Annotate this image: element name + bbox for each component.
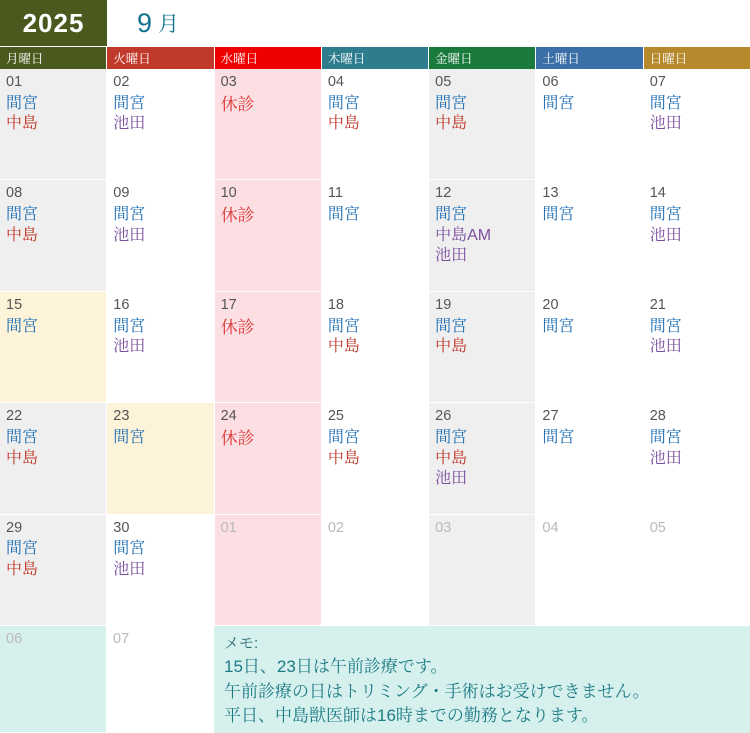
- day-event: 間宮: [327, 317, 360, 335]
- weekday-header-5: 土曜日: [536, 47, 643, 69]
- day-number: 07: [649, 74, 666, 90]
- day-number: 05: [435, 74, 452, 90]
- day-number: 12: [435, 185, 452, 202]
- week-row: [0, 515, 750, 626]
- day-cell[interactable]: [107, 403, 214, 514]
- day-number: 17: [220, 296, 237, 313]
- day-cell[interactable]: [107, 292, 214, 403]
- day-event: 間宮: [327, 94, 360, 112]
- day-event: 間宮: [435, 206, 468, 224]
- day-cell[interactable]: [322, 292, 429, 403]
- day-number: 19: [435, 296, 452, 313]
- day-number: 01: [6, 74, 23, 90]
- day-number: 06: [6, 631, 23, 647]
- week-row: [0, 180, 750, 291]
- day-number: 02: [327, 519, 344, 536]
- month-title: [107, 0, 750, 46]
- day-event: 池田: [649, 449, 682, 467]
- day-event: 休診: [220, 317, 255, 337]
- day-number: 07: [113, 631, 130, 647]
- day-cell[interactable]: [107, 180, 214, 291]
- day-cell[interactable]: [536, 292, 643, 403]
- day-event: 中島: [6, 115, 39, 133]
- day-cell[interactable]: [0, 403, 107, 514]
- day-event: 間宮: [6, 94, 39, 112]
- year-label: 2025: [22, 7, 85, 38]
- day-cell[interactable]: [322, 69, 429, 180]
- day-event: 池田: [113, 226, 146, 244]
- day-event: 間宮: [113, 94, 146, 112]
- day-number: 10: [220, 185, 237, 202]
- day-event: 間宮: [113, 206, 146, 224]
- day-event: 池田: [113, 560, 146, 578]
- day-number: 28: [649, 408, 666, 425]
- day-cell[interactable]: [536, 403, 643, 514]
- day-number: 27: [542, 408, 559, 425]
- day-event: 間宮: [542, 94, 575, 112]
- day-number: 02: [113, 74, 130, 90]
- day-number: 08: [6, 185, 23, 202]
- day-cell[interactable]: [107, 515, 214, 626]
- day-event: 間宮: [435, 317, 468, 335]
- day-event: 休診: [220, 94, 255, 114]
- day-cell[interactable]: [536, 180, 643, 291]
- day-cell[interactable]: [644, 69, 750, 180]
- day-event: 中島: [435, 449, 468, 467]
- day-cell[interactable]: [0, 292, 107, 403]
- day-cell[interactable]: [536, 515, 643, 626]
- day-cell[interactable]: [644, 403, 750, 514]
- day-event: 間宮: [6, 317, 39, 335]
- weekday-header-row: [0, 47, 750, 69]
- day-cell[interactable]: [215, 292, 322, 403]
- day-number: 21: [649, 296, 666, 313]
- day-event: 池田: [113, 338, 146, 356]
- day-number: 16: [113, 296, 130, 313]
- day-number: 29: [6, 519, 23, 536]
- memo-title: メモ:: [224, 635, 259, 652]
- day-event: 間宮: [649, 94, 682, 112]
- day-number: 11: [327, 185, 343, 202]
- day-cell[interactable]: [536, 69, 643, 180]
- memo-row: [0, 626, 750, 733]
- day-cell[interactable]: [0, 626, 107, 733]
- day-event: 間宮: [327, 206, 360, 224]
- day-event: 中島: [6, 449, 39, 467]
- memo-line: 午前診療の日はトリミング・手術はお受けできません。: [224, 681, 650, 701]
- week-row: [0, 69, 750, 180]
- day-number: 26: [435, 408, 452, 425]
- day-number: 25: [327, 408, 344, 425]
- day-cell[interactable]: [215, 180, 322, 291]
- day-event: 間宮: [649, 429, 682, 447]
- day-event: 中島: [435, 338, 468, 356]
- day-cell[interactable]: [429, 292, 536, 403]
- day-event: 中島: [435, 115, 468, 133]
- day-event: 中島: [327, 115, 360, 133]
- day-number: 04: [542, 519, 559, 536]
- day-event: 間宮: [6, 206, 39, 224]
- week-row: [0, 292, 750, 403]
- day-event: 池田: [435, 247, 468, 265]
- month-kanji: 月: [158, 13, 180, 36]
- day-event: 間宮: [649, 206, 682, 224]
- day-event: 池田: [649, 338, 682, 356]
- day-cell[interactable]: [644, 292, 750, 403]
- day-event: 休診: [220, 429, 255, 449]
- day-cell[interactable]: [0, 180, 107, 291]
- day-cell[interactable]: [0, 515, 107, 626]
- day-cell[interactable]: [107, 626, 214, 733]
- day-event: 池田: [649, 226, 682, 244]
- day-number: 24: [220, 408, 237, 425]
- day-number: 20: [542, 296, 559, 313]
- day-event: 間宮: [542, 206, 575, 224]
- day-event: 中島: [6, 226, 39, 244]
- day-event: 間宮: [6, 429, 39, 447]
- day-number: 01: [220, 519, 237, 536]
- day-event: 中島: [6, 560, 39, 578]
- month-number: 9: [137, 7, 153, 38]
- day-cell[interactable]: [215, 403, 322, 514]
- memo-line: 15日、23日は午前診療です。: [224, 657, 448, 676]
- day-event: 池田: [113, 115, 146, 133]
- day-event: 中島AM: [435, 226, 492, 244]
- day-event: 間宮: [649, 317, 682, 335]
- day-event: 間宮: [542, 429, 575, 447]
- day-event: 間宮: [435, 94, 468, 112]
- weekday-header-4: 金曜日: [429, 47, 536, 69]
- day-number: 03: [220, 74, 237, 90]
- day-cell[interactable]: [644, 515, 750, 626]
- day-event: 間宮: [435, 429, 468, 447]
- weekday-header-3: 木曜日: [322, 47, 429, 69]
- day-event: 間宮: [113, 540, 146, 558]
- weekday-header-6: 日曜日: [644, 47, 750, 69]
- weekday-header-0: 月曜日: [0, 47, 107, 69]
- day-cell[interactable]: [429, 403, 536, 514]
- day-number: 05: [649, 519, 666, 536]
- memo-panel: [214, 626, 750, 733]
- day-event: 間宮: [542, 317, 575, 335]
- day-number: 23: [113, 408, 130, 425]
- day-cell[interactable]: [0, 69, 107, 180]
- day-number: 18: [327, 296, 344, 313]
- weekday-header-2: 水曜日: [215, 47, 322, 69]
- day-cell[interactable]: [322, 403, 429, 514]
- day-number: 13: [542, 185, 559, 202]
- day-cell[interactable]: [107, 69, 214, 180]
- day-number: 03: [435, 519, 452, 536]
- day-cell[interactable]: [215, 515, 322, 626]
- day-event: 間宮: [113, 429, 146, 447]
- day-number: 14: [649, 185, 666, 202]
- day-number: 15: [6, 296, 23, 313]
- day-event: 間宮: [6, 540, 39, 558]
- day-number: 06: [542, 74, 559, 90]
- weekday-header-1: 火曜日: [107, 47, 214, 69]
- day-cell[interactable]: [644, 180, 750, 291]
- week-row: [0, 403, 750, 514]
- day-cell[interactable]: [322, 515, 429, 626]
- day-cell[interactable]: [429, 180, 536, 291]
- day-number: 22: [6, 408, 23, 425]
- day-cell[interactable]: [429, 515, 536, 626]
- day-event: 中島: [327, 338, 360, 356]
- calendar-header: [0, 0, 750, 47]
- day-number: 30: [113, 519, 130, 536]
- day-number: 04: [327, 74, 344, 90]
- day-cell[interactable]: [322, 180, 429, 291]
- year-badge: [0, 0, 107, 46]
- memo-line: 平日、中島獣医師は16時までの勤務となります。: [224, 706, 599, 726]
- day-cell[interactable]: [429, 69, 536, 180]
- day-event: 池田: [649, 115, 682, 133]
- day-event: 間宮: [327, 429, 360, 447]
- day-event: 休診: [220, 206, 255, 226]
- day-cell[interactable]: [215, 69, 322, 180]
- day-event: 池田: [435, 470, 468, 487]
- day-event: 間宮: [113, 317, 146, 335]
- day-event: 中島: [327, 449, 360, 467]
- day-number: 09: [113, 185, 130, 202]
